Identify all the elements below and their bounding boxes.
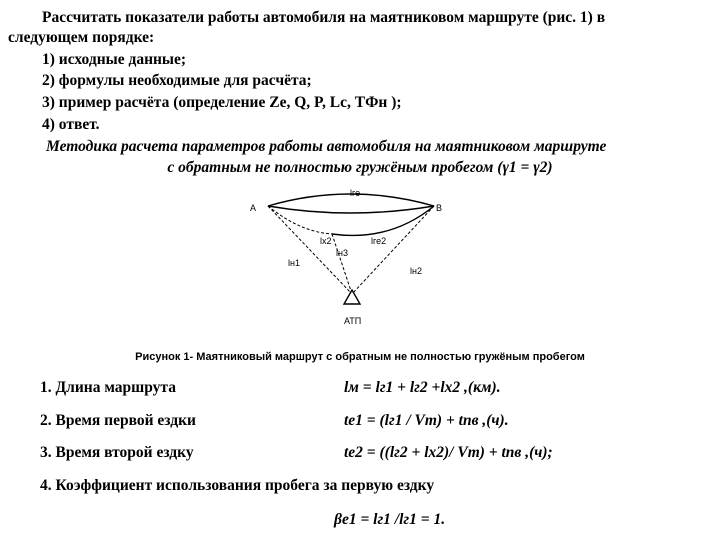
label-lge2: lге2 — [371, 236, 387, 246]
arc-lge2 — [332, 206, 434, 235]
label-lh3: lн3 — [336, 248, 348, 258]
task-line-1: Рассчитать показатели работы автомобиля на маятниковом маршруте (рис. 1) в — [42, 9, 606, 26]
formula-label-3: 3. Время второй ездку — [40, 444, 194, 461]
figure-caption: Рисунок 1- Маятниковый маршрут с обратным не полностью гружёным пробегом — [135, 351, 585, 363]
formula-3: tе2 = ((lг2 + lх2)/ Vт) + tпв ,(ч); — [344, 444, 553, 461]
label-atp: АТП — [344, 316, 362, 326]
label-lh1: lн1 — [288, 258, 300, 268]
atp-triangle-icon — [344, 290, 360, 304]
formula-label-4: 4. Коэффициент использования пробега за первую ездку — [40, 477, 435, 494]
formula-label-2: 2. Время первой ездки — [40, 412, 196, 429]
label-a: А — [250, 203, 257, 213]
label-lx2: lх2 — [320, 236, 332, 246]
task-item-3: 3) пример расчёта (определение Zе, Q, P, Lс, TФн ); — [42, 94, 402, 111]
method-title-line-1: Методика расчета параметров работы автомобиля на маятниковом маршруте — [46, 138, 607, 155]
label-lge: lге — [350, 188, 361, 198]
formula-4: βе1 = lг1 /lг1 = 1. — [334, 511, 446, 528]
route-diagram — [240, 182, 460, 332]
line-lh3 — [332, 234, 352, 294]
method-title-line-2: с обратным не полностью гружёным пробегом (γ1 = γ2) — [167, 159, 553, 176]
task-item-4: 4) ответ. — [42, 116, 100, 133]
label-lh2: lн2 — [410, 266, 422, 276]
formula-label-1: 1. Длина маршрута — [40, 379, 176, 396]
task-line-2: следующем порядке: — [8, 29, 155, 46]
arc-bottom — [268, 206, 434, 213]
formula-2: tе1 = (lг1 / Vт) + tпв ,(ч). — [344, 412, 509, 429]
task-item-1: 1) исходные данные; — [42, 51, 187, 68]
task-item-2: 2) формулы необходимые для расчёта; — [42, 72, 312, 89]
label-b: В — [436, 203, 443, 213]
formula-1: lм = lг1 + lг2 +lх2 ,(км). — [344, 379, 501, 396]
line-lh2 — [352, 206, 434, 294]
